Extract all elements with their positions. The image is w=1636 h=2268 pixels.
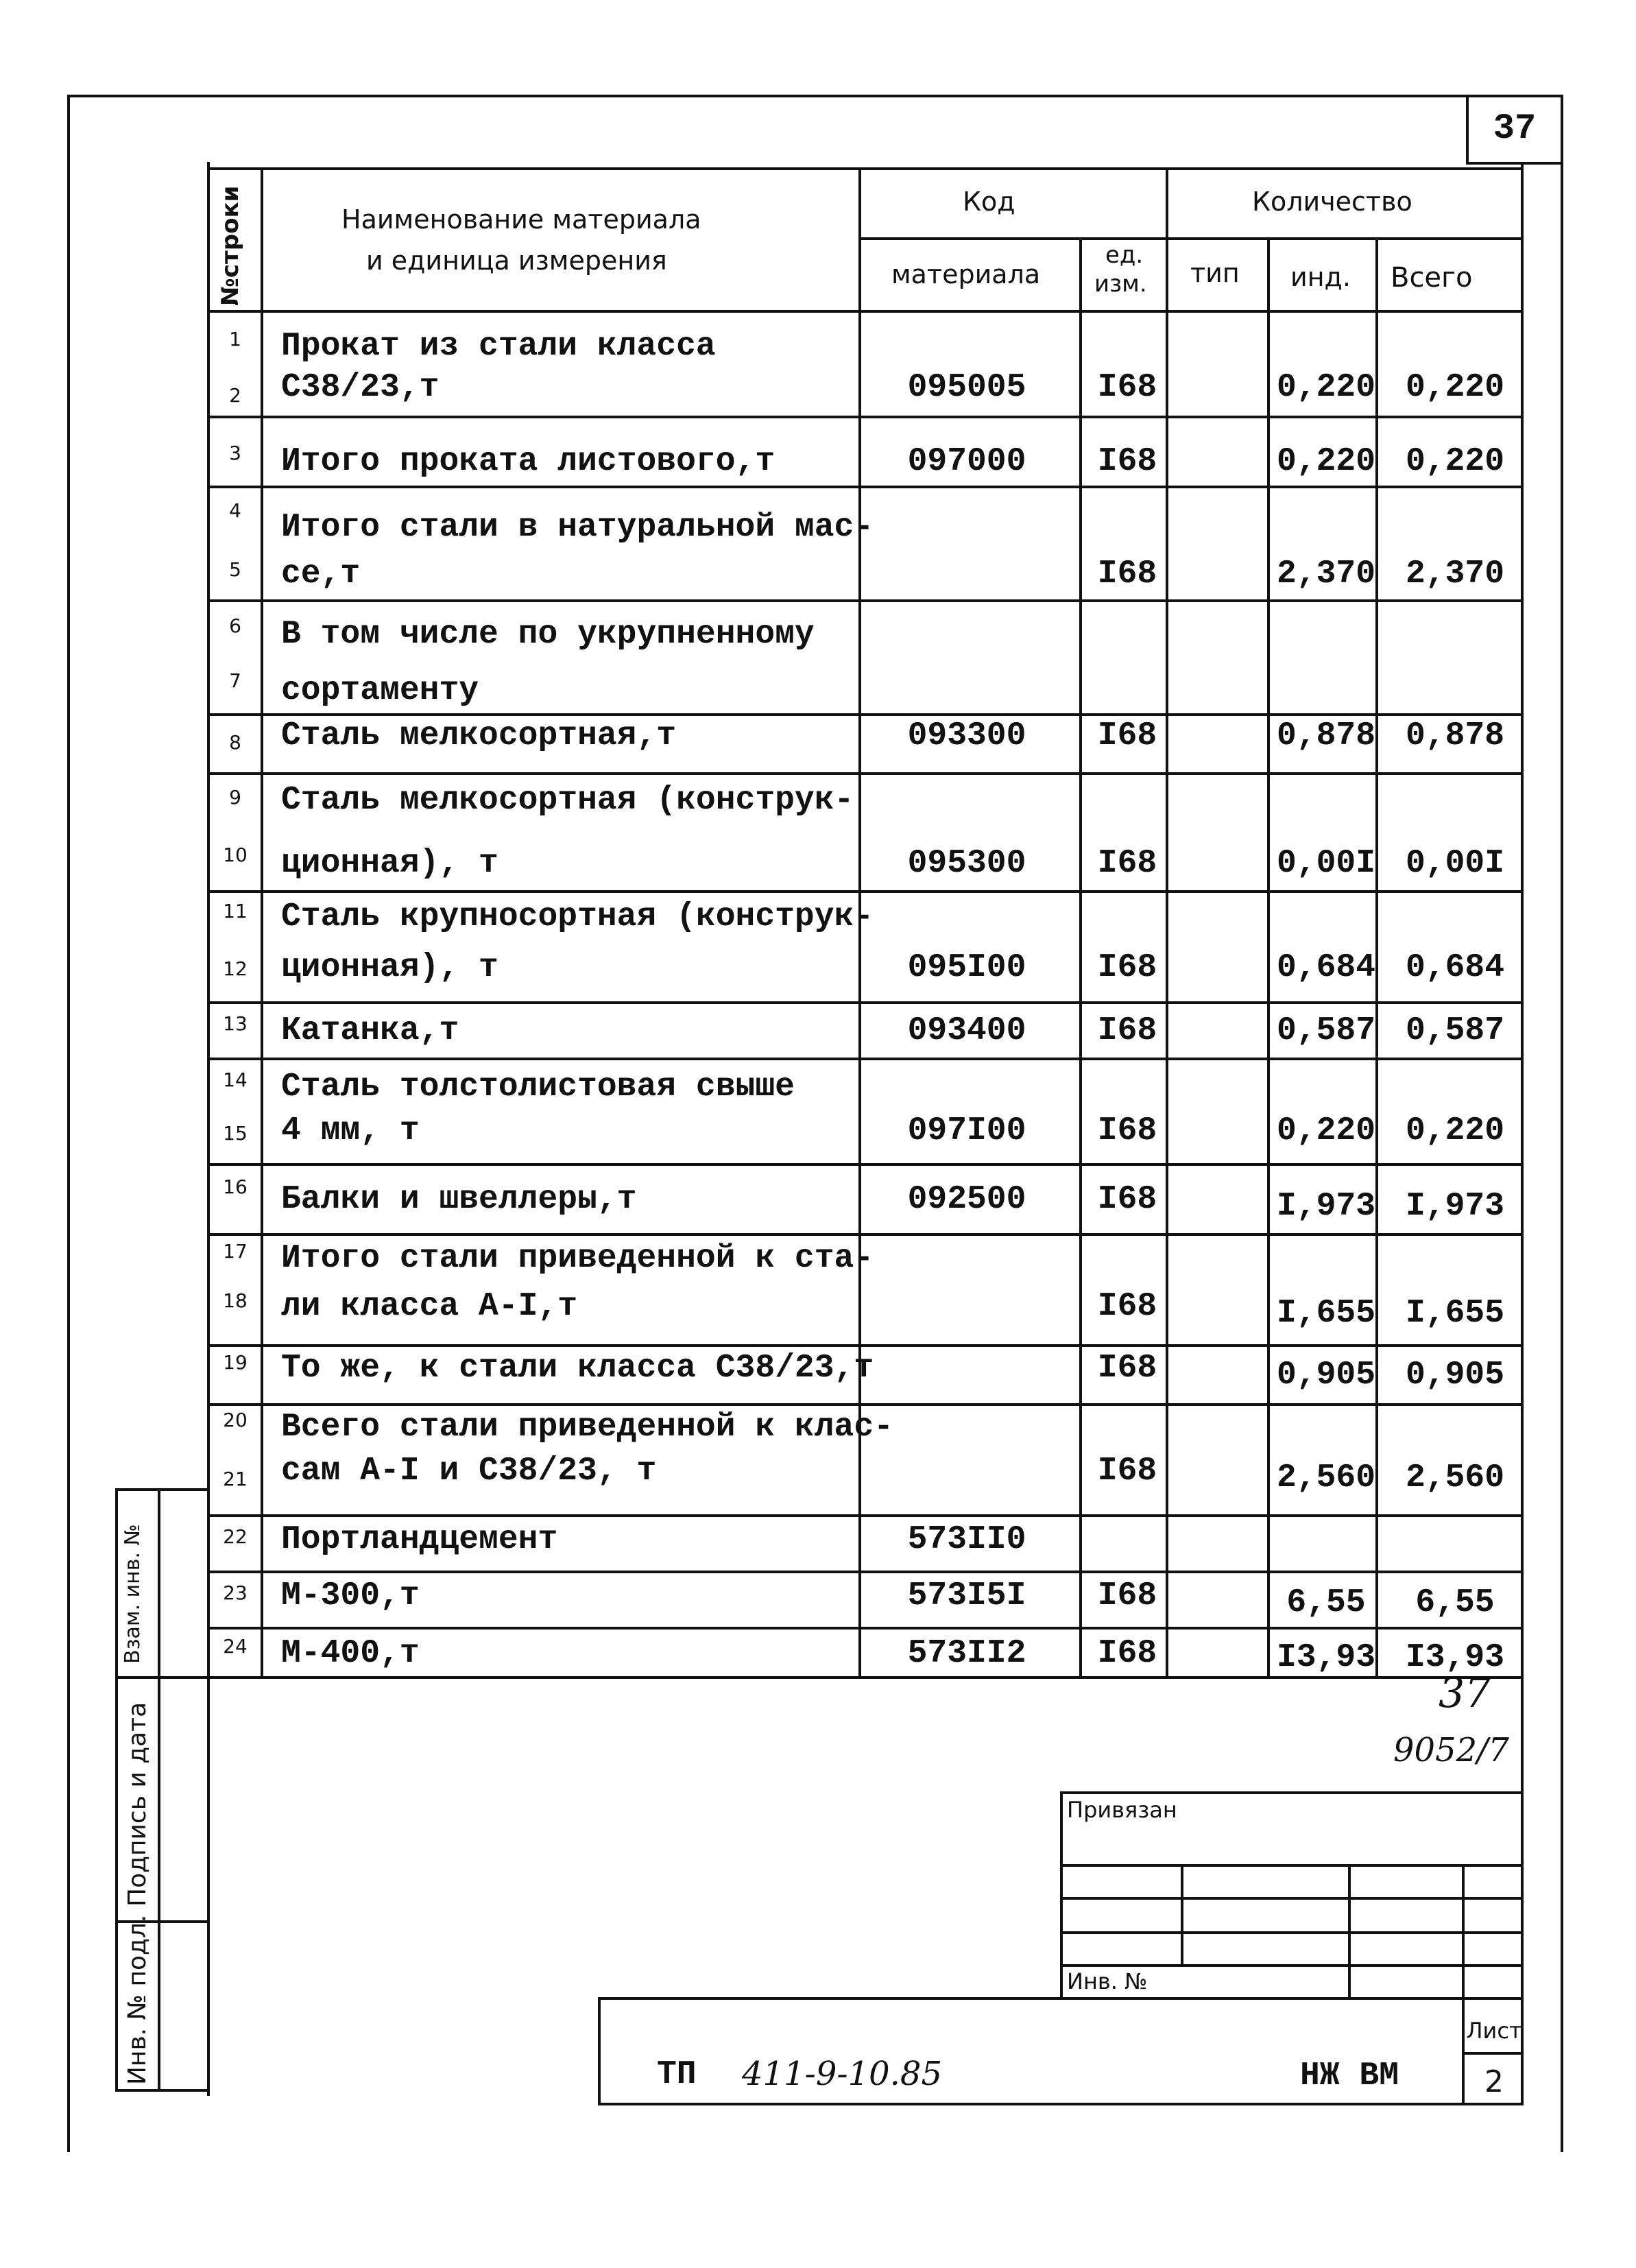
material-name: Сталь толстолистовая свыше <box>281 1069 795 1106</box>
row-separator <box>207 599 1524 602</box>
material-name: То же, к стали класса С38/23,т <box>281 1350 874 1387</box>
material-name: Сталь мелкосортная (конструк- <box>281 782 854 819</box>
quantity-total: 0,878 <box>1405 717 1505 754</box>
header-total: Всего <box>1391 262 1473 294</box>
row-number: 21 <box>223 1468 248 1490</box>
quantity-total: 0,220 <box>1405 1112 1505 1149</box>
header-unit-line2: изм. <box>1094 270 1147 298</box>
handwritten-code-ref: 9052/7 <box>1393 1731 1509 1769</box>
col-line-material <box>1079 237 1082 1676</box>
material-name: В том числе по укрупненному <box>281 616 815 653</box>
side-stamp-line <box>115 1676 208 1679</box>
title-block-col <box>1462 1864 1465 1997</box>
unit-code: I68 <box>1097 369 1157 406</box>
row-number: 12 <box>223 957 248 980</box>
table-top-line <box>207 167 1524 170</box>
quantity-ind: 0,878 <box>1276 717 1376 754</box>
quantity-ind: 0,684 <box>1276 949 1376 986</box>
handwritten-sheet-ref: 37 <box>1439 1669 1491 1717</box>
header-bottom-line <box>207 310 1524 313</box>
title-block-col <box>1181 1864 1183 1964</box>
side-label-podpis: Подпись и дата <box>123 1702 152 1907</box>
unit-code: I68 <box>1097 443 1157 480</box>
material-code: 093400 <box>907 1012 1026 1049</box>
row-number: 9 <box>229 786 241 809</box>
header-row-number: №строки <box>217 185 244 306</box>
title-block-line <box>1060 1897 1524 1900</box>
row-number: 1 <box>229 328 241 350</box>
header-name-line1: Наименование материала <box>341 204 701 235</box>
quantity-ind: I3,93 <box>1276 1639 1376 1676</box>
stamp-left-line <box>598 1997 601 2105</box>
material-code: 095I00 <box>907 949 1026 986</box>
unit-code: I68 <box>1097 556 1157 593</box>
frame-top-line <box>67 95 1563 97</box>
row-separator <box>207 1676 1524 1679</box>
material-name: С38/23,т <box>281 369 440 406</box>
row-separator <box>207 1233 1524 1236</box>
row-number: 10 <box>223 844 248 866</box>
row-number: 2 <box>229 384 241 407</box>
sheet-label: Лист <box>1466 2018 1522 2044</box>
unit-code: I68 <box>1097 845 1157 882</box>
row-separator <box>207 1058 1524 1060</box>
inner-left-line <box>207 162 210 2096</box>
row-number: 24 <box>223 1635 248 1658</box>
title-block-line <box>1060 1864 1524 1867</box>
material-name: сам А-I и С38/23, т <box>281 1453 657 1490</box>
quantity-ind: 2,560 <box>1276 1459 1376 1496</box>
row-separator <box>207 1514 1524 1517</box>
title-block-top-line <box>1060 1791 1524 1794</box>
material-name: ционная), т <box>281 845 498 882</box>
frame-left-line <box>67 95 70 2152</box>
header-unit-line1: ед. <box>1105 241 1144 269</box>
side-stamp-bottom-line <box>115 2089 208 2092</box>
quantity-ind: 0,220 <box>1276 369 1376 406</box>
quantity-ind: 2,370 <box>1276 556 1376 593</box>
unit-code: I68 <box>1097 1635 1157 1672</box>
material-name: ли класса А-I,т <box>281 1288 578 1325</box>
stamp-bottom-line <box>598 2103 1524 2105</box>
row-number: 5 <box>229 558 241 581</box>
quantity-total: 0,587 <box>1405 1012 1505 1049</box>
side-label-inv-podl: Инв. № подл. <box>123 1914 152 2085</box>
row-separator <box>207 416 1524 418</box>
material-name: Итого проката листового,т <box>281 443 775 480</box>
side-stamp-mid-line <box>158 1488 160 2092</box>
unit-code: I68 <box>1097 1181 1157 1218</box>
material-code: 573II0 <box>907 1521 1026 1558</box>
material-name: Балки и швеллеры,т <box>281 1181 637 1218</box>
quantity-total: I3,93 <box>1405 1639 1505 1676</box>
header-name-line2: и единица измерения <box>366 246 667 276</box>
row-number: 20 <box>223 1409 248 1431</box>
stamp-top-line <box>598 1997 1524 2000</box>
header-material: материала <box>891 259 1041 289</box>
row-number: 18 <box>223 1289 248 1312</box>
material-name: 4 мм, т <box>281 1112 420 1149</box>
row-number: 22 <box>223 1525 248 1548</box>
row-number: 13 <box>223 1012 248 1035</box>
quantity-total: 2,370 <box>1405 556 1505 593</box>
unit-code: I68 <box>1097 1453 1157 1490</box>
material-code: 092500 <box>907 1181 1026 1218</box>
quantity-ind: I,655 <box>1276 1295 1376 1332</box>
material-name: Портландцемент <box>281 1521 558 1558</box>
row-number: 19 <box>223 1351 248 1374</box>
material-name: М-400,т <box>281 1635 420 1672</box>
material-name: се,т <box>281 556 361 593</box>
row-number: 11 <box>223 900 248 922</box>
row-separator <box>207 1163 1524 1166</box>
row-number: 16 <box>223 1175 248 1198</box>
quantity-ind: 0,00I <box>1276 845 1376 882</box>
col-line-unit <box>1166 167 1168 1676</box>
stamp-sheet-line <box>1462 2052 1524 2055</box>
quantity-total: 0,220 <box>1405 443 1505 480</box>
row-number: 15 <box>223 1122 248 1145</box>
unit-code: I68 <box>1097 1012 1157 1049</box>
material-name: Всего стали приведенной к клас- <box>281 1409 893 1446</box>
header-quantity-group: Количество <box>1252 187 1412 217</box>
material-name: Катанка,т <box>281 1012 459 1049</box>
row-separator <box>207 486 1524 488</box>
title-block-line <box>1060 1931 1524 1934</box>
row-separator <box>207 713 1524 716</box>
unit-code: I68 <box>1097 1577 1157 1614</box>
row-separator <box>207 1403 1524 1406</box>
title-block-line <box>1060 1964 1524 1967</box>
material-code: 097000 <box>907 443 1026 480</box>
quantity-total: 0,220 <box>1405 369 1505 406</box>
material-code: 573I5I <box>907 1577 1026 1614</box>
row-number: 7 <box>229 669 241 692</box>
document-prefix: ТП <box>657 2056 697 2093</box>
material-code: 573II2 <box>907 1635 1026 1672</box>
row-number: 14 <box>223 1069 248 1091</box>
quantity-total: 0,00I <box>1405 845 1505 882</box>
quantity-ind: 0,587 <box>1276 1012 1376 1049</box>
document-number: 411-9-10.85 <box>742 2055 943 2093</box>
quantity-total: 6,55 <box>1415 1584 1495 1621</box>
side-label-vzam: Взам. инв. № <box>121 1524 145 1664</box>
material-name: М-300,т <box>281 1577 420 1614</box>
material-code: 095300 <box>907 845 1026 882</box>
material-name: сортаменту <box>281 672 479 709</box>
material-code: 095005 <box>907 369 1026 406</box>
col-line-type <box>1267 237 1270 1676</box>
material-name: Прокат из стали класса <box>281 328 716 365</box>
header-code-group: Код <box>963 187 1015 217</box>
unit-code: I68 <box>1097 717 1157 754</box>
row-number: 4 <box>229 499 241 522</box>
material-name: Итого стали приведенной к ста- <box>281 1240 874 1277</box>
quantity-ind: 6,55 <box>1286 1584 1366 1621</box>
row-number: 8 <box>229 731 241 754</box>
side-stamp-left-line <box>115 1488 118 2092</box>
header-mid-line <box>858 237 1524 240</box>
material-code: 093300 <box>907 717 1026 754</box>
row-separator <box>207 890 1524 893</box>
unit-code: I68 <box>1097 1288 1157 1325</box>
row-number: 17 <box>223 1240 248 1263</box>
quantity-total: I,973 <box>1405 1188 1505 1225</box>
header-ind: инд. <box>1290 262 1351 292</box>
document-section: НЖ ВМ <box>1300 2057 1399 2094</box>
row-separator <box>207 1627 1524 1630</box>
quantity-ind: 0,220 <box>1276 443 1376 480</box>
quantity-ind: 0,220 <box>1276 1112 1376 1149</box>
frame-right-line <box>1561 95 1563 2152</box>
row-separator <box>207 1001 1524 1004</box>
material-name: ционная), т <box>281 949 498 986</box>
quantity-total: 0,684 <box>1405 949 1505 986</box>
page-number: 37 <box>1493 108 1537 149</box>
unit-code: I68 <box>1097 1112 1157 1149</box>
row-number: 6 <box>229 614 241 637</box>
title-block-col <box>1348 1864 1351 1997</box>
row-number: 3 <box>229 442 241 464</box>
row-separator <box>207 772 1524 775</box>
unit-code: I68 <box>1097 1350 1157 1387</box>
side-stamp-top-line <box>115 1488 208 1491</box>
row-separator <box>207 1571 1524 1573</box>
quantity-ind: 0,905 <box>1276 1357 1376 1394</box>
material-code: 097I00 <box>907 1112 1026 1149</box>
quantity-total: 0,905 <box>1405 1357 1505 1394</box>
unit-code: I68 <box>1097 949 1157 986</box>
material-name: Сталь крупносортная (конструк- <box>281 898 874 935</box>
quantity-total: 2,560 <box>1405 1459 1505 1496</box>
col-line-rownum <box>261 167 263 1676</box>
quantity-total: I,655 <box>1405 1295 1505 1332</box>
material-name: Итого стали в натуральной мас- <box>281 509 874 546</box>
header-type: тип <box>1190 258 1240 288</box>
title-block-inv-no: Инв. № <box>1067 1968 1148 1994</box>
row-separator <box>207 1344 1524 1347</box>
title-block-privyazan: Привязан <box>1067 1797 1177 1823</box>
row-number: 23 <box>223 1581 248 1604</box>
quantity-ind: I,973 <box>1276 1188 1376 1225</box>
material-name: Сталь мелкосортная,т <box>281 717 677 754</box>
sheet-number: 2 <box>1484 2064 1504 2099</box>
